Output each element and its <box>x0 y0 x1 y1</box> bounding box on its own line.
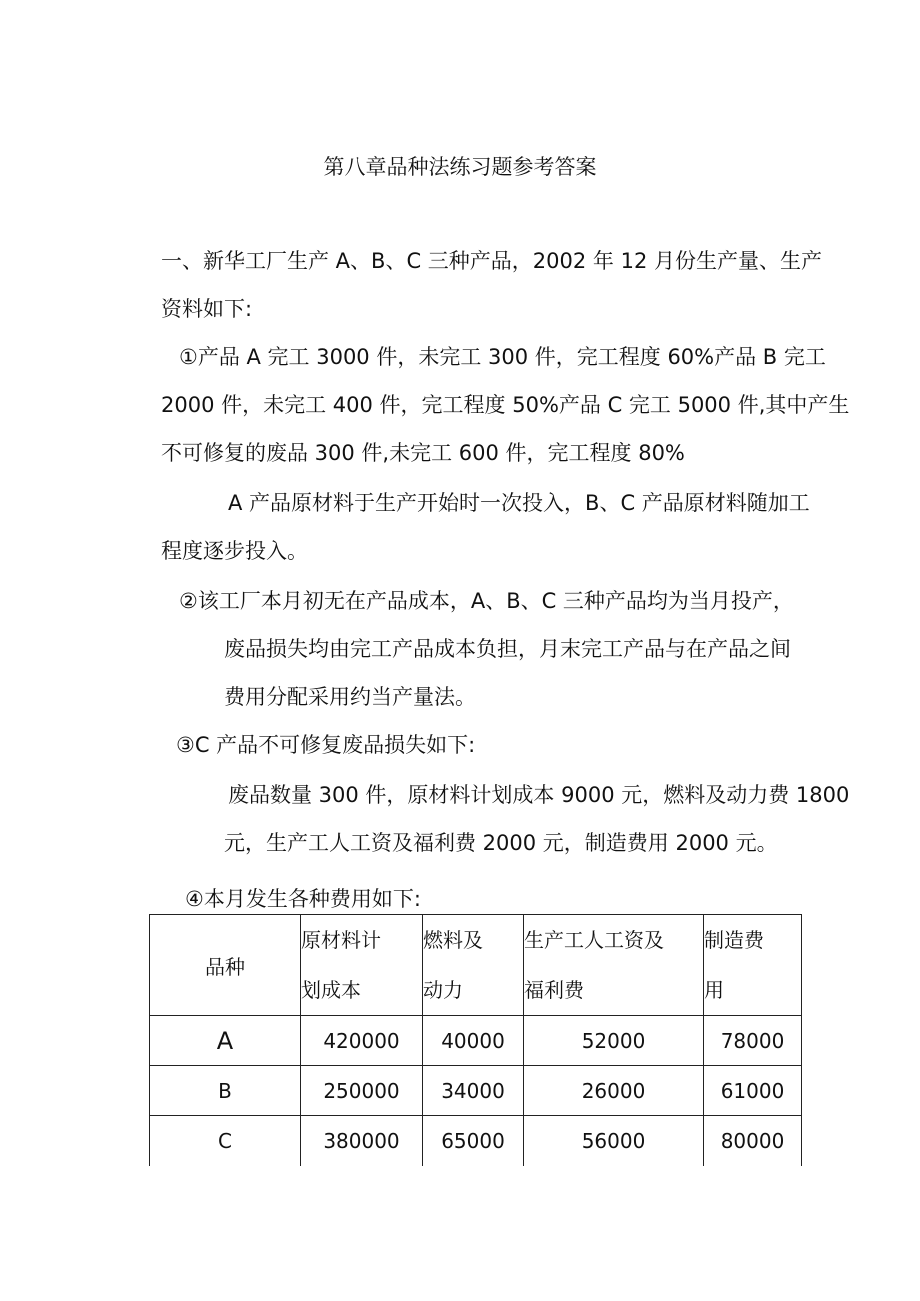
cell-variety: B <box>150 1066 301 1116</box>
cell-value: 78000 <box>704 1016 802 1066</box>
page-title: 第八章品种法练习题参考答案 <box>323 155 597 179</box>
cell-value: 40000 <box>423 1016 524 1066</box>
paragraph-line: 2000 件，未完工 400 件，完工程度 50%产品 C 完工 5000 件,其中产生 <box>161 393 850 417</box>
paragraph-line: ②该工厂本月初无在产品成本，A、B、C 三种产品均为当月投产， <box>179 589 794 613</box>
paragraph-line: 废品损失均由完工产品成本负担，月末完工产品与在产品之间 <box>224 637 791 661</box>
paragraph-line: 程度逐步投入。 <box>161 539 308 563</box>
paragraph-line: 一、新华工厂生产 A、B、C 三种产品，2002 年 12 月份生产量、生产 <box>161 249 822 273</box>
header-raw-material: 原材料计 划成本 <box>301 915 423 1016</box>
cell-value: 52000 <box>524 1016 704 1066</box>
cell-value: 56000 <box>524 1116 704 1166</box>
cell-value: 380000 <box>301 1116 423 1166</box>
header-overhead: 制造费 用 <box>704 915 802 1016</box>
cell-value: 80000 <box>704 1116 802 1166</box>
paragraph-line: 不可修复的废品 300 件,未完工 600 件，完工程度 80% <box>161 441 685 465</box>
cell-value: 420000 <box>301 1016 423 1066</box>
paragraph-line: 废品数量 300 件，原材料计划成本 9000 元，燃料及动力费 1800 <box>228 783 850 807</box>
paragraph-line: 元，生产工人工资及福利费 2000 元，制造费用 2000 元。 <box>224 831 778 855</box>
paragraph-line: A 产品原材料于生产开始时一次投入，B、C 产品原材料随加工 <box>228 491 810 515</box>
paragraph-line: ①产品 A 完工 3000 件，未完工 300 件，完工程度 60%产品 B 完工 <box>179 345 826 369</box>
cell-value: 34000 <box>423 1066 524 1116</box>
table-row <box>150 1116 802 1166</box>
header-wages: 生产工人工资及 福利费 <box>524 915 704 1016</box>
header-variety: 品种 <box>150 915 301 1016</box>
cell-value: 26000 <box>524 1066 704 1116</box>
expense-table <box>149 914 802 1166</box>
header-fuel-power: 燃料及 动力 <box>423 915 524 1016</box>
cell-variety: C <box>150 1116 301 1166</box>
cell-value: 250000 <box>301 1066 423 1116</box>
paragraph-line: ④本月发生各种费用如下: <box>185 887 421 911</box>
paragraph-line: 费用分配采用约当产量法。 <box>224 685 476 709</box>
table-row <box>150 1066 802 1116</box>
table-header-row <box>150 915 802 1016</box>
table-row <box>150 1016 802 1066</box>
cell-value: 65000 <box>423 1116 524 1166</box>
cell-value: 61000 <box>704 1066 802 1116</box>
paragraph-line: ③C 产品不可修复废品损失如下: <box>176 733 476 757</box>
paragraph-line: 资料如下: <box>161 297 253 321</box>
cell-variety: A <box>150 1016 301 1066</box>
